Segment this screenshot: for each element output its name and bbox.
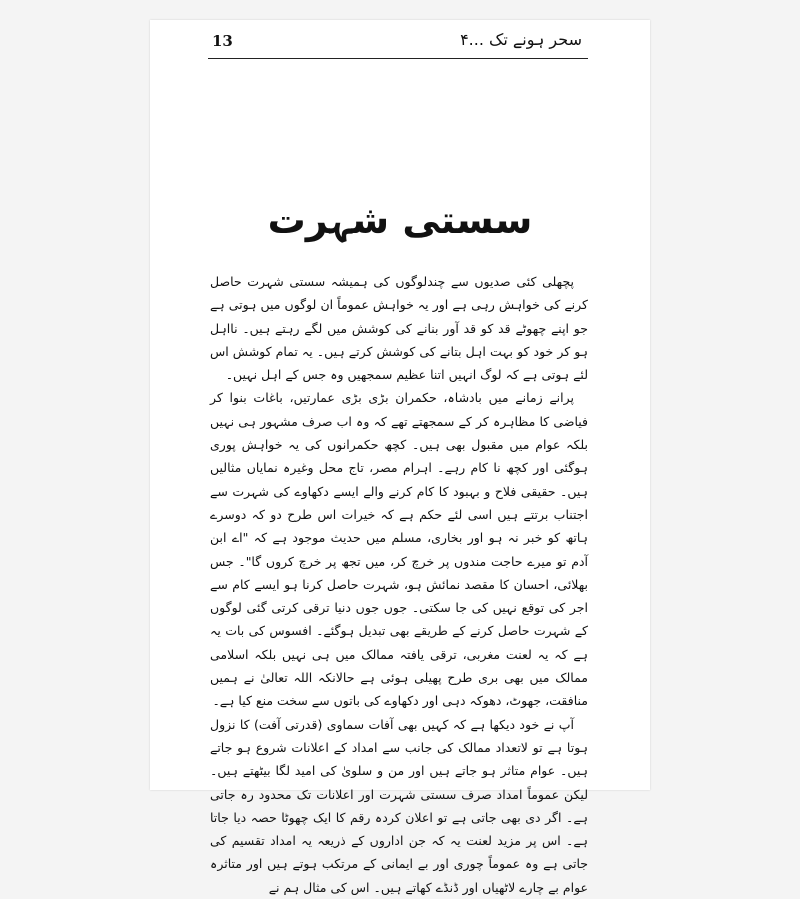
header-rule xyxy=(208,58,588,59)
body-text xyxy=(210,270,588,899)
paragraph: پچھلی کئی صدیوں سے چندلوگوں کی ہمیشہ سستی شہرت حاصل کرنے کی خواہش رہی ہے اور یہ خواہش عموماً ان لوگوں میں ہوتی ہے جو اپنے چھوٹے قد کو قد آور بنانے کی کوشش میں لگے رہتے ہیں۔ نااہل ہو کر خود کو بہت اہل بتانے کی کوشش کرتے ہیں۔ یہ تمام کوشش اس لئے ہوتی ہے کہ لوگ انہیں اتنا عظیم سمجھیں وہ جس کے اہل نہیں۔ xyxy=(210,274,588,383)
paragraph: آپ نے خود دیکھا ہے کہ کہیں بھی آفات سماوی (قدرتی آفت) کا نزول ہوتا ہے تو لاتعداد ممالک کی جانب سے امداد کے اعلانات شروع ہو جاتے ہیں۔ عوام متاثر ہو جاتے ہیں اور من و سلویٰ کی امید لگا بیٹھتے ہیں۔ لیکن عموماً امداد صرف سستی شہرت اور اعلانات تک محدود رہ جاتی ہے۔ اگر دی بھی جاتی ہے تو اعلان کردہ رقم کا ایک چھوٹا حصہ دیا جاتا ہے۔ اس پر مزید لعنت یہ کہ جن اداروں کے ذریعہ یہ امداد تقسیم کی جاتی ہے وہ عموماً چوری اور بے ایمانی کے مرتکب ہوتے ہیں اور متاثرہ عوام بے چارے لاٹھیاں اور ڈنڈے کھاتے ہیں۔ اس کی مثال ہم نے xyxy=(210,716,588,895)
book-page xyxy=(150,20,650,895)
chapter-title: سستی شہرت xyxy=(267,198,533,242)
page-number: 13 xyxy=(212,32,233,50)
running-title: سحر ہونے تک ...۴ xyxy=(460,30,582,49)
paragraph: پرانے زمانے میں بادشاہ، حکمران بڑی بڑی عمارتیں، باغات بنوا کر فیاضی کا مظاہرہ کر کے سمجھتے تھے کہ وہ اب صرف مشہور ہی نہیں بلکہ عوام میں مقبول بھی ہیں۔ کچھ حکمرانوں کی یہ خواہش پوری ہوگئی اور کچھ نا کام رہے۔ اہرام مصر، تاج محل وغیرہ نمایاں مثالیں ہیں۔ حقیقی فلاح و بہبود کا کام کرنے والے ایسے دکھاوے کی شہرت سے اجتناب برتتے ہیں اسی لئے حکم ہے کہ خیرات اس طرح دو کہ دوسرے ہاتھ کو خبر نہ ہو اور بخاری، مسلم میں حدیث موجود ہے کہ "اے ابن آدم تو میرے حاجت مندوں پر خرچ کر، میں تجھ پر خرچ کروں گا"۔ جس بھلائی، احسان کا مقصد نمائش ہو، شہرت حاصل کرنا ہو ایسے کام سے اجر کی توقع نہیں کی جا سکتی۔ جوں جوں دنیا ترقی کرتی گئی لوگوں کے شہرت حاصل کرنے کے طریقے بھی تبدیل ہوگئے۔ افسوس کی بات یہ ہے کہ یہ لعنت مغربی، ترقی یافتہ ممالک میں ہی نہیں بلکہ اسلامی ممالک میں بھی بری طرح پھیلی ہوئی ہے حالانکہ اللہ تعالیٰ نے ہمیں منافقت، جھوٹ، دھوکہ دہی اور دکھاوے کی باتوں سے سخت منع کیا ہے۔ xyxy=(210,390,588,709)
